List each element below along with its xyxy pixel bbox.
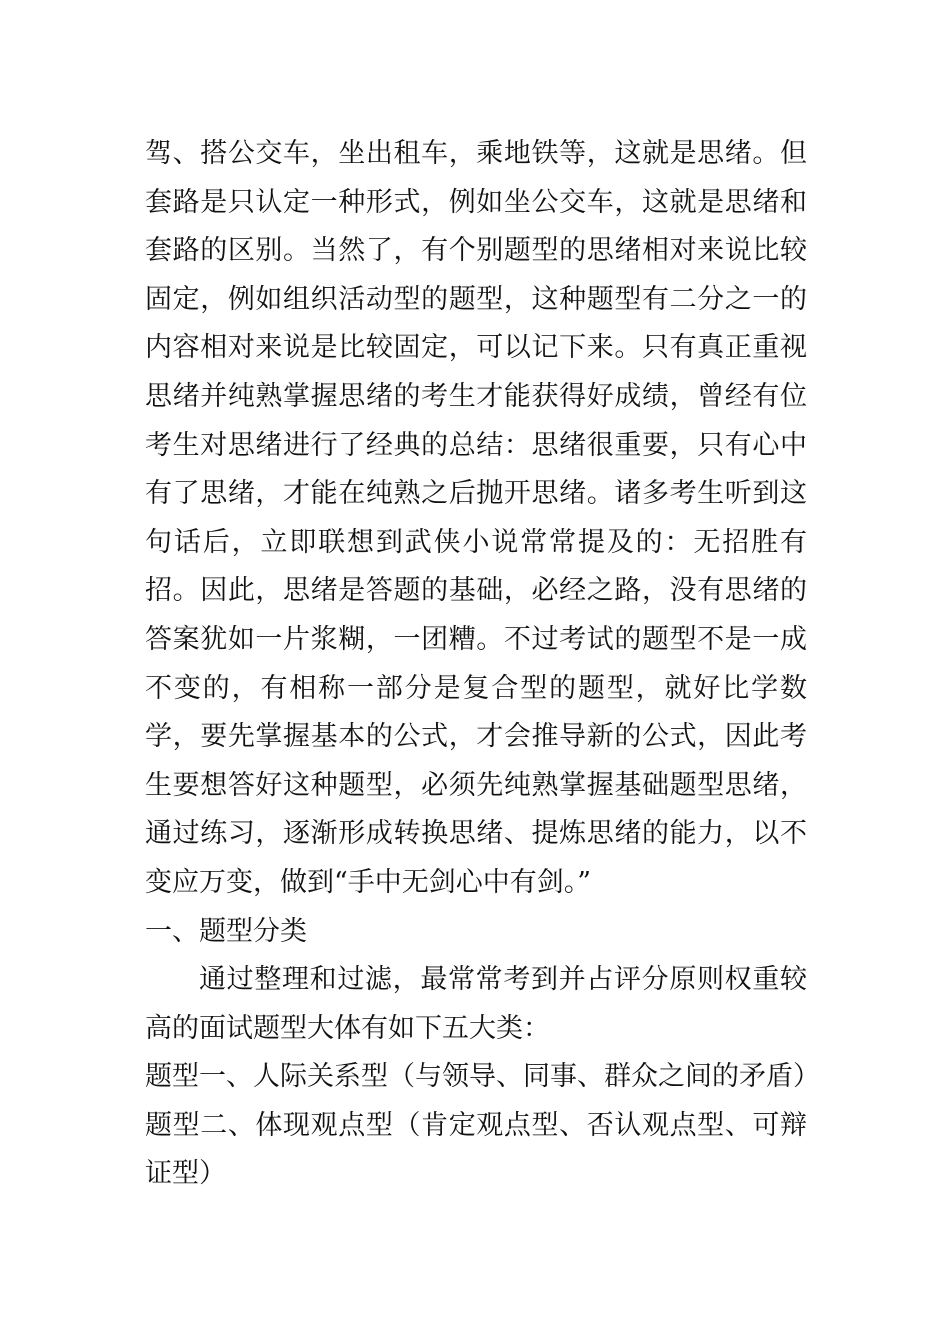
question-type-2: 题型二、体现观点型（肯定观点型、否认观点型、可辩证型）	[145, 1109, 807, 1190]
document-body	[145, 130, 820, 1199]
question-type-1: 题型一、人际关系型（与领导、同事、群众之间的矛盾）	[145, 1061, 820, 1093]
body-paragraph: 驾、搭公交车，坐出租车，乘地铁等，这就是思绪。但套路是只认定一种形式，例如坐公交车，这就是思绪和套路的区别。当然了，有个别题型的思绪相对来说比较固定，例如组织活动型的题型，这种题型有二分之一的内容相对来说是比较固定，可以记下来。只有真正重视思绪并纯熟掌握思绪的考生才能获得好成绩，曾经有位考生对思绪进行了经典的总结：思绪很重要，只有心中有了思绪，才能在纯熟之后抛开思绪。诸多考生听到这句话后，立即联想到武侠小说常常提及的：无招胜有招。因此，思绪是答题的基础，必经之路，没有思绪的答案犹如一片浆糊，一团糟。不过考试的题型不是一成不变的，有相称一部分是复合型的题型，就好比学数学，要先掌握基本的公式，才会推导新的公式，因此考生要想答好这种题型，必须先纯熟掌握基础题型思绪，通过练习，逐渐形成转换思绪、提炼思绪的能力，以不变应万变，做到“手中无剑心中有剑。”	[145, 138, 807, 898]
intro-paragraph: 通过整理和过滤，最常常考到并占评分原则权重较高的面试题型大体有如下五大类：	[145, 964, 807, 1044]
section-heading: 一、题型分类	[145, 915, 307, 947]
